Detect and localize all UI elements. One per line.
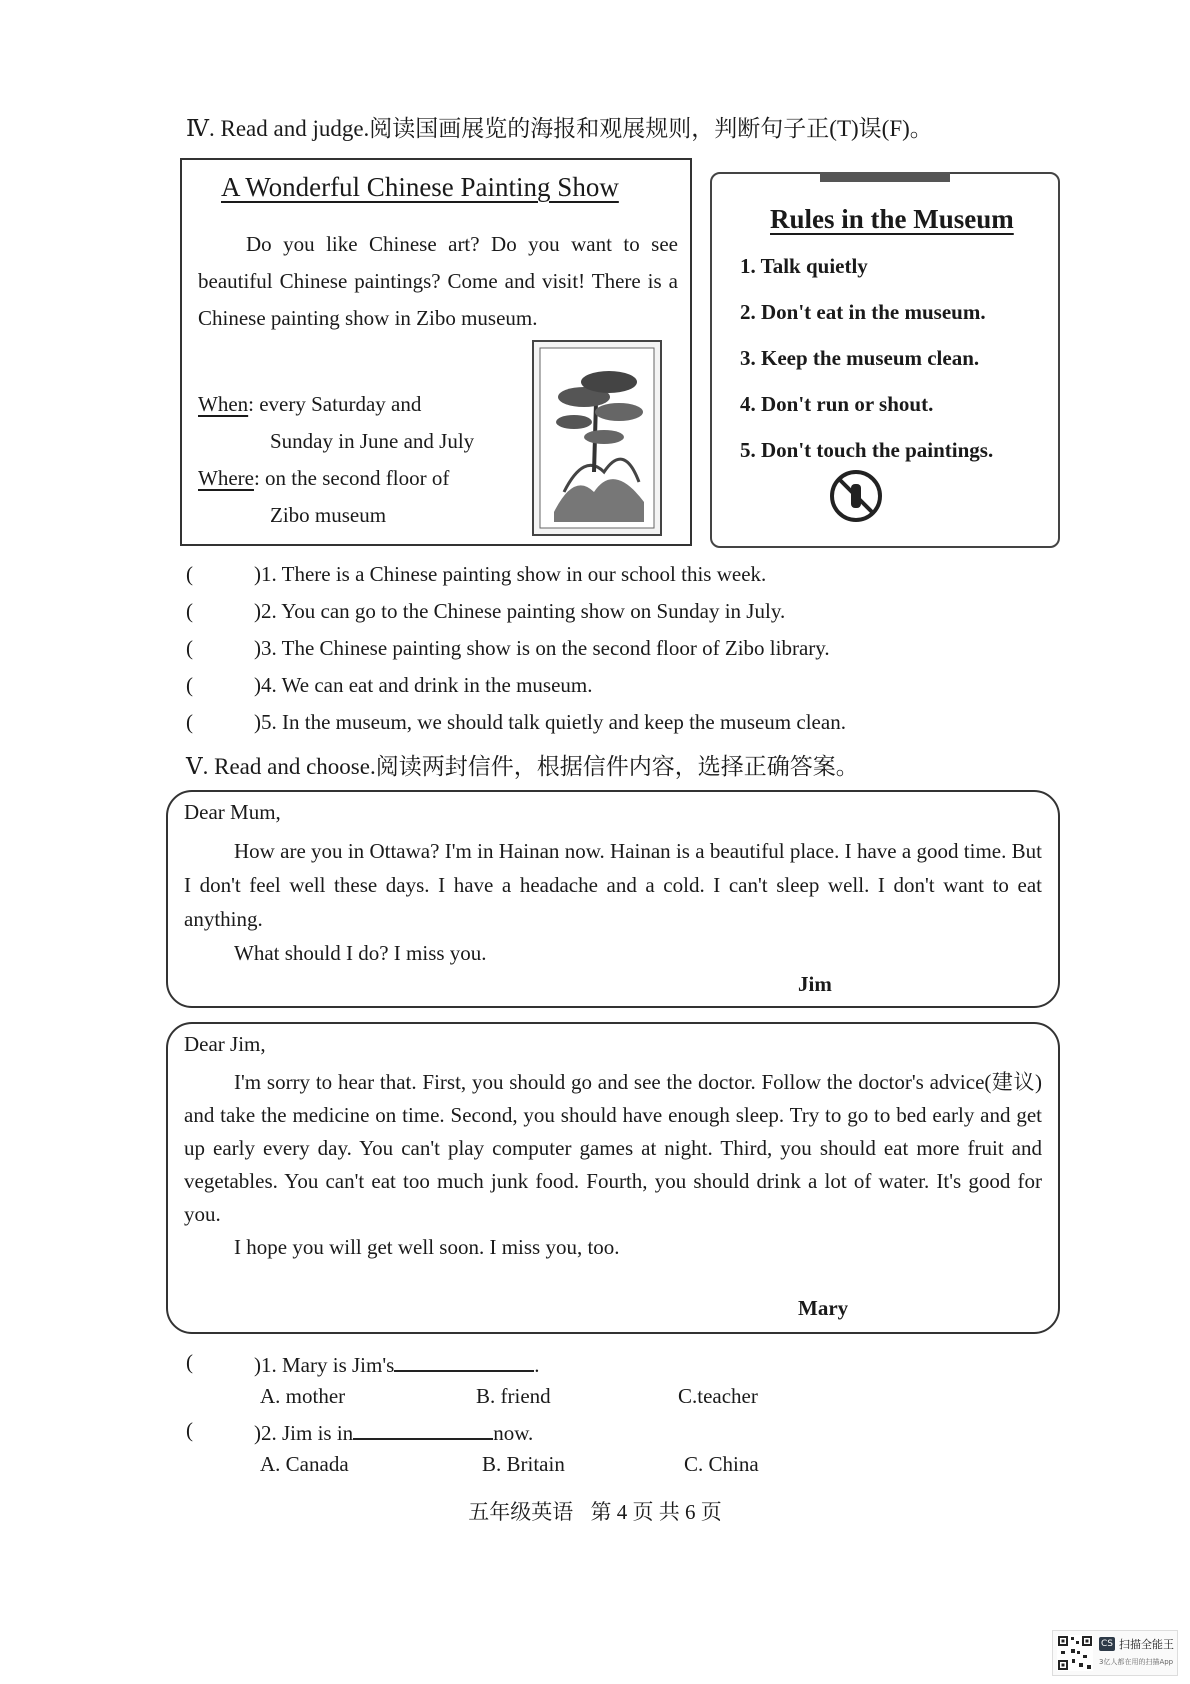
answer-paren: ( — [186, 710, 193, 734]
rules-card-tab — [820, 172, 950, 182]
footer-page: 第 4 页 共 6 页 — [590, 1500, 722, 1524]
rule-item: 2. Don't eat in the museum. — [740, 300, 986, 324]
letter-1-body — [184, 834, 1042, 970]
section-5-heading: Ⅴ. Read and choose.阅读两封信件，根据信件内容，选择正确答案。 — [186, 754, 859, 779]
answer-paren: ( — [186, 636, 193, 660]
option: C.teacher — [678, 1384, 758, 1408]
poster-where-line1: : on the second floor of — [253, 466, 450, 490]
answer-blank[interactable] — [394, 1350, 534, 1372]
poster-when-line1: : every Saturday and — [248, 392, 422, 416]
rule-item: 1. Talk quietly — [740, 254, 868, 278]
option: C. China — [684, 1452, 759, 1476]
watermark-tagline: 3亿人都在用的扫描App — [1099, 1658, 1174, 1666]
answer-paren: ( — [186, 1350, 193, 1374]
question-1 — [254, 1350, 540, 1378]
rule-item: 5. Don't touch the paintings. — [740, 438, 994, 462]
poster-when-label: When — [198, 392, 249, 416]
poster-when-line2: Sunday in June and July — [270, 429, 475, 453]
question-2-stem: )2. Jim is in — [254, 1421, 354, 1445]
section-4-heading: Ⅳ. Read and judge.阅读国画展览的海报和观展规则，判断句子正(T)误(F)。 — [186, 116, 933, 141]
answer-paren: ( — [186, 673, 193, 697]
rules-title: Rules in the Museum — [770, 204, 1014, 234]
watermark-app-name: 扫描全能王 — [1119, 1638, 1174, 1651]
poster-where-line2: Zibo museum — [270, 503, 387, 527]
question-2-end: now. — [493, 1421, 534, 1445]
poster-where-label: Where — [198, 466, 254, 490]
letter-2-body — [184, 1066, 1042, 1264]
judge-item: )5. In the museum, we should talk quietly and keep the museum clean. — [254, 710, 846, 734]
option: A. Canada — [260, 1452, 349, 1476]
no-touch-icon — [830, 470, 882, 522]
letter-1-paragraph: How are you in Ottawa? I'm in Hainan now. Hainan is a beautiful place. I have a good time. But I don't feel well these days. I have a headache and a cold. I can't sleep well. I don't want to eat anything. — [184, 839, 1042, 931]
judge-item: )2. You can go to the Chinese painting show on Sunday in July. — [254, 599, 786, 623]
letter-1-salutation: Dear Mum, — [184, 800, 281, 824]
answer-paren: ( — [186, 599, 193, 623]
answer-paren: ( — [186, 562, 193, 586]
letter-1-signature: Jim — [798, 972, 832, 996]
chinese-painting-image — [532, 340, 662, 536]
poster-intro — [198, 226, 678, 337]
answer-blank[interactable] — [353, 1418, 493, 1440]
question-1-stem: )1. Mary is Jim's — [254, 1353, 395, 1377]
option: A. mother — [260, 1384, 346, 1408]
letter-2-paragraph: I'm sorry to hear that. First, you should go and see the doctor. Follow the doctor's advice(建议) and take the medicine on time. Second, you should have enough sleep. Try to go to bed early and get up early every day. You can't play computer games at night. Third, you should eat more fruit and vegetables. You can't eat too much junk food. Fourth, you should drink a lot of water. It's good for you. — [184, 1070, 1042, 1226]
scanner-watermark — [1052, 1630, 1178, 1676]
letter-2-salutation: Dear Jim, — [184, 1032, 266, 1056]
rule-item: 4. Don't run or shout. — [740, 392, 934, 416]
rule-item: 3. Keep the museum clean. — [740, 346, 980, 370]
option: B. Britain — [482, 1452, 565, 1476]
poster-when — [198, 392, 421, 417]
camscanner-logo: CS — [1101, 1639, 1113, 1649]
poster-title: A Wonderful Chinese Painting Show — [221, 172, 619, 202]
qr-code-icon — [1057, 1635, 1093, 1671]
footer-subject: 五年级英语 — [468, 1500, 574, 1524]
page-footer — [0, 1496, 1190, 1526]
letter-2-paragraph: I hope you will get well soon. I miss you, too. — [234, 1235, 620, 1259]
question-2 — [254, 1418, 533, 1446]
judge-item: )4. We can eat and drink in the museum. — [254, 673, 593, 697]
option: B. friend — [476, 1384, 551, 1408]
question-1-end: . — [534, 1353, 540, 1377]
letter-1-paragraph: What should I do? I miss you. — [234, 941, 487, 965]
poster-intro-text: Do you like Chinese art? Do you want to see beautiful Chinese paintings? Come and visit! There is a Chinese painting show in Zibo museum. — [198, 232, 678, 330]
judge-item: )1. There is a Chinese painting show in our school this week. — [254, 562, 767, 586]
letter-2-signature: Mary — [798, 1296, 849, 1320]
judge-item: )3. The Chinese painting show is on the second floor of Zibo library. — [254, 636, 830, 660]
answer-paren: ( — [186, 1418, 193, 1442]
poster-where — [198, 466, 449, 491]
